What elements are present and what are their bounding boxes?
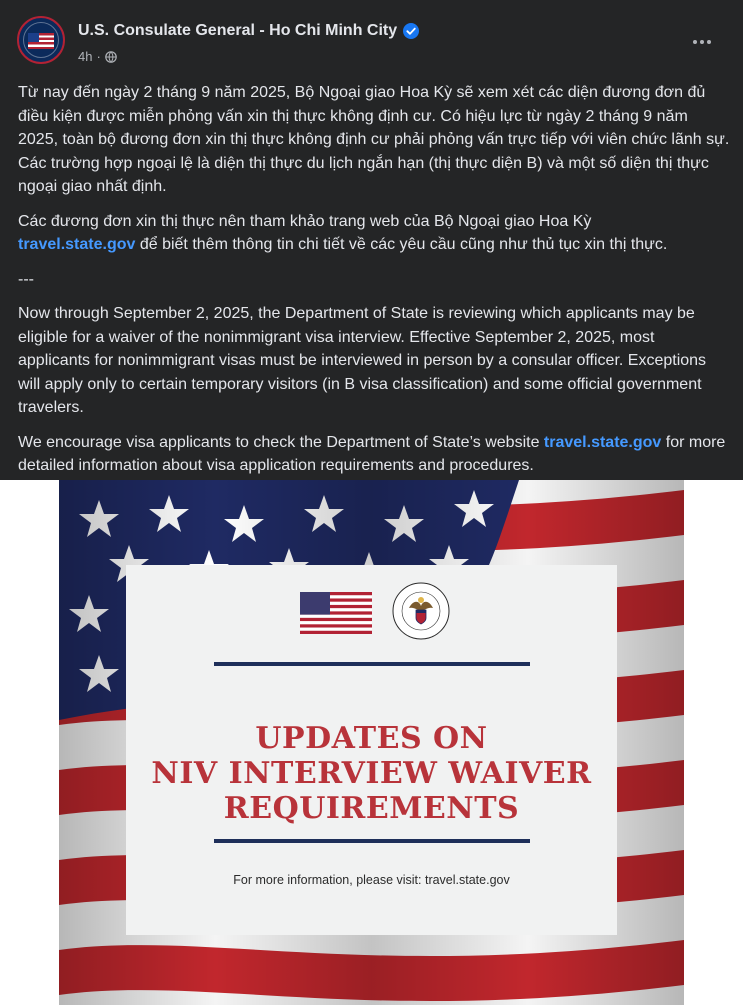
paragraph-vi-2-after: để biết thêm thông tin chi tiết về các yêu cầu cũng như thủ tục xin thị thực. <box>135 236 668 253</box>
post-text <box>18 81 730 489</box>
public-audience-globe-icon[interactable] <box>105 51 117 63</box>
embassy-seal-icon <box>392 582 450 640</box>
more-dots-icon <box>693 40 697 44</box>
us-flag-icon-large <box>300 592 372 634</box>
more-dot-2 <box>700 40 704 44</box>
meta-dot: · <box>96 49 101 64</box>
page-avatar[interactable] <box>17 16 65 64</box>
paragraph-vi-1: Từ nay đến ngày 2 tháng 9 năm 2025, Bộ Ngoại giao Hoa Kỳ sẽ xem xét các diện đương đơn đủ điều kiện được miễn phỏng vấn xin thị thực không định cư. Có hiệu lực từ ngày 2 tháng 9 năm 2025, toàn bộ đương đơn xin thị thực không định cư phải phỏng vấn trực tiếp với viên chức lãnh sự. Các trường hợp ngoại lệ là diện thị thực du lịch ngắn hạn (thị thực diện B) và một số diện thị thực ngoại giao nhất định. <box>18 84 730 195</box>
announcement-footer: For more information, please visit: travel.state.gov <box>233 873 510 887</box>
post-meta <box>78 49 117 64</box>
post-timestamp[interactable]: 4h <box>78 49 93 64</box>
announcement-title <box>126 721 617 826</box>
top-divider <box>214 662 530 666</box>
page-name-link[interactable] <box>78 22 419 40</box>
paragraph-en-2-before: We encourage visa applicants to check the Department of State’s website <box>18 433 544 451</box>
more-options-button[interactable] <box>682 24 722 60</box>
page-name[interactable]: U.S. Consulate General - Ho Chi Minh City <box>78 22 398 39</box>
more-dot-3 <box>707 40 711 44</box>
paragraph-en-2-after: for more detailed information about visa application requirements and procedures. <box>18 433 726 474</box>
title-line-3: REQUIREMENTS <box>223 791 520 826</box>
travel-state-gov-link-en[interactable]: travel.state.gov <box>543 433 662 451</box>
bottom-divider <box>214 839 530 843</box>
paragraph-vi-2 <box>18 210 730 257</box>
post-header <box>0 0 743 80</box>
separator: --- <box>18 270 34 288</box>
us-flag-icon <box>28 33 54 49</box>
paragraph-vi-2-before: Các đương đơn xin thị thực nên tham khảo trang web của Bộ Ngoại giao Hoa Kỳ <box>18 212 592 230</box>
travel-state-gov-link-vi[interactable]: travel.state.gov <box>18 236 136 253</box>
post-image[interactable] <box>0 480 743 1005</box>
title-line-1: UPDATES ON <box>255 721 488 756</box>
announcement-card <box>126 565 617 935</box>
paragraph-en-1: Now through September 2, 2025, the Department of State is reviewing which applicants may be eligible for a waiver of the nonimmigrant visa interview. Effective September 2, 2025, most applicants for nonimmigrant visas must be interviewed in person by a consular officer. Exceptions will apply only to certain temporary visitors (in B visa classification) and some official government travelers. <box>18 305 707 416</box>
verified-badge-icon <box>403 23 419 39</box>
title-line-2: NIV INTERVIEW WAIVER <box>151 756 592 791</box>
paragraph-en-2 <box>18 431 730 478</box>
